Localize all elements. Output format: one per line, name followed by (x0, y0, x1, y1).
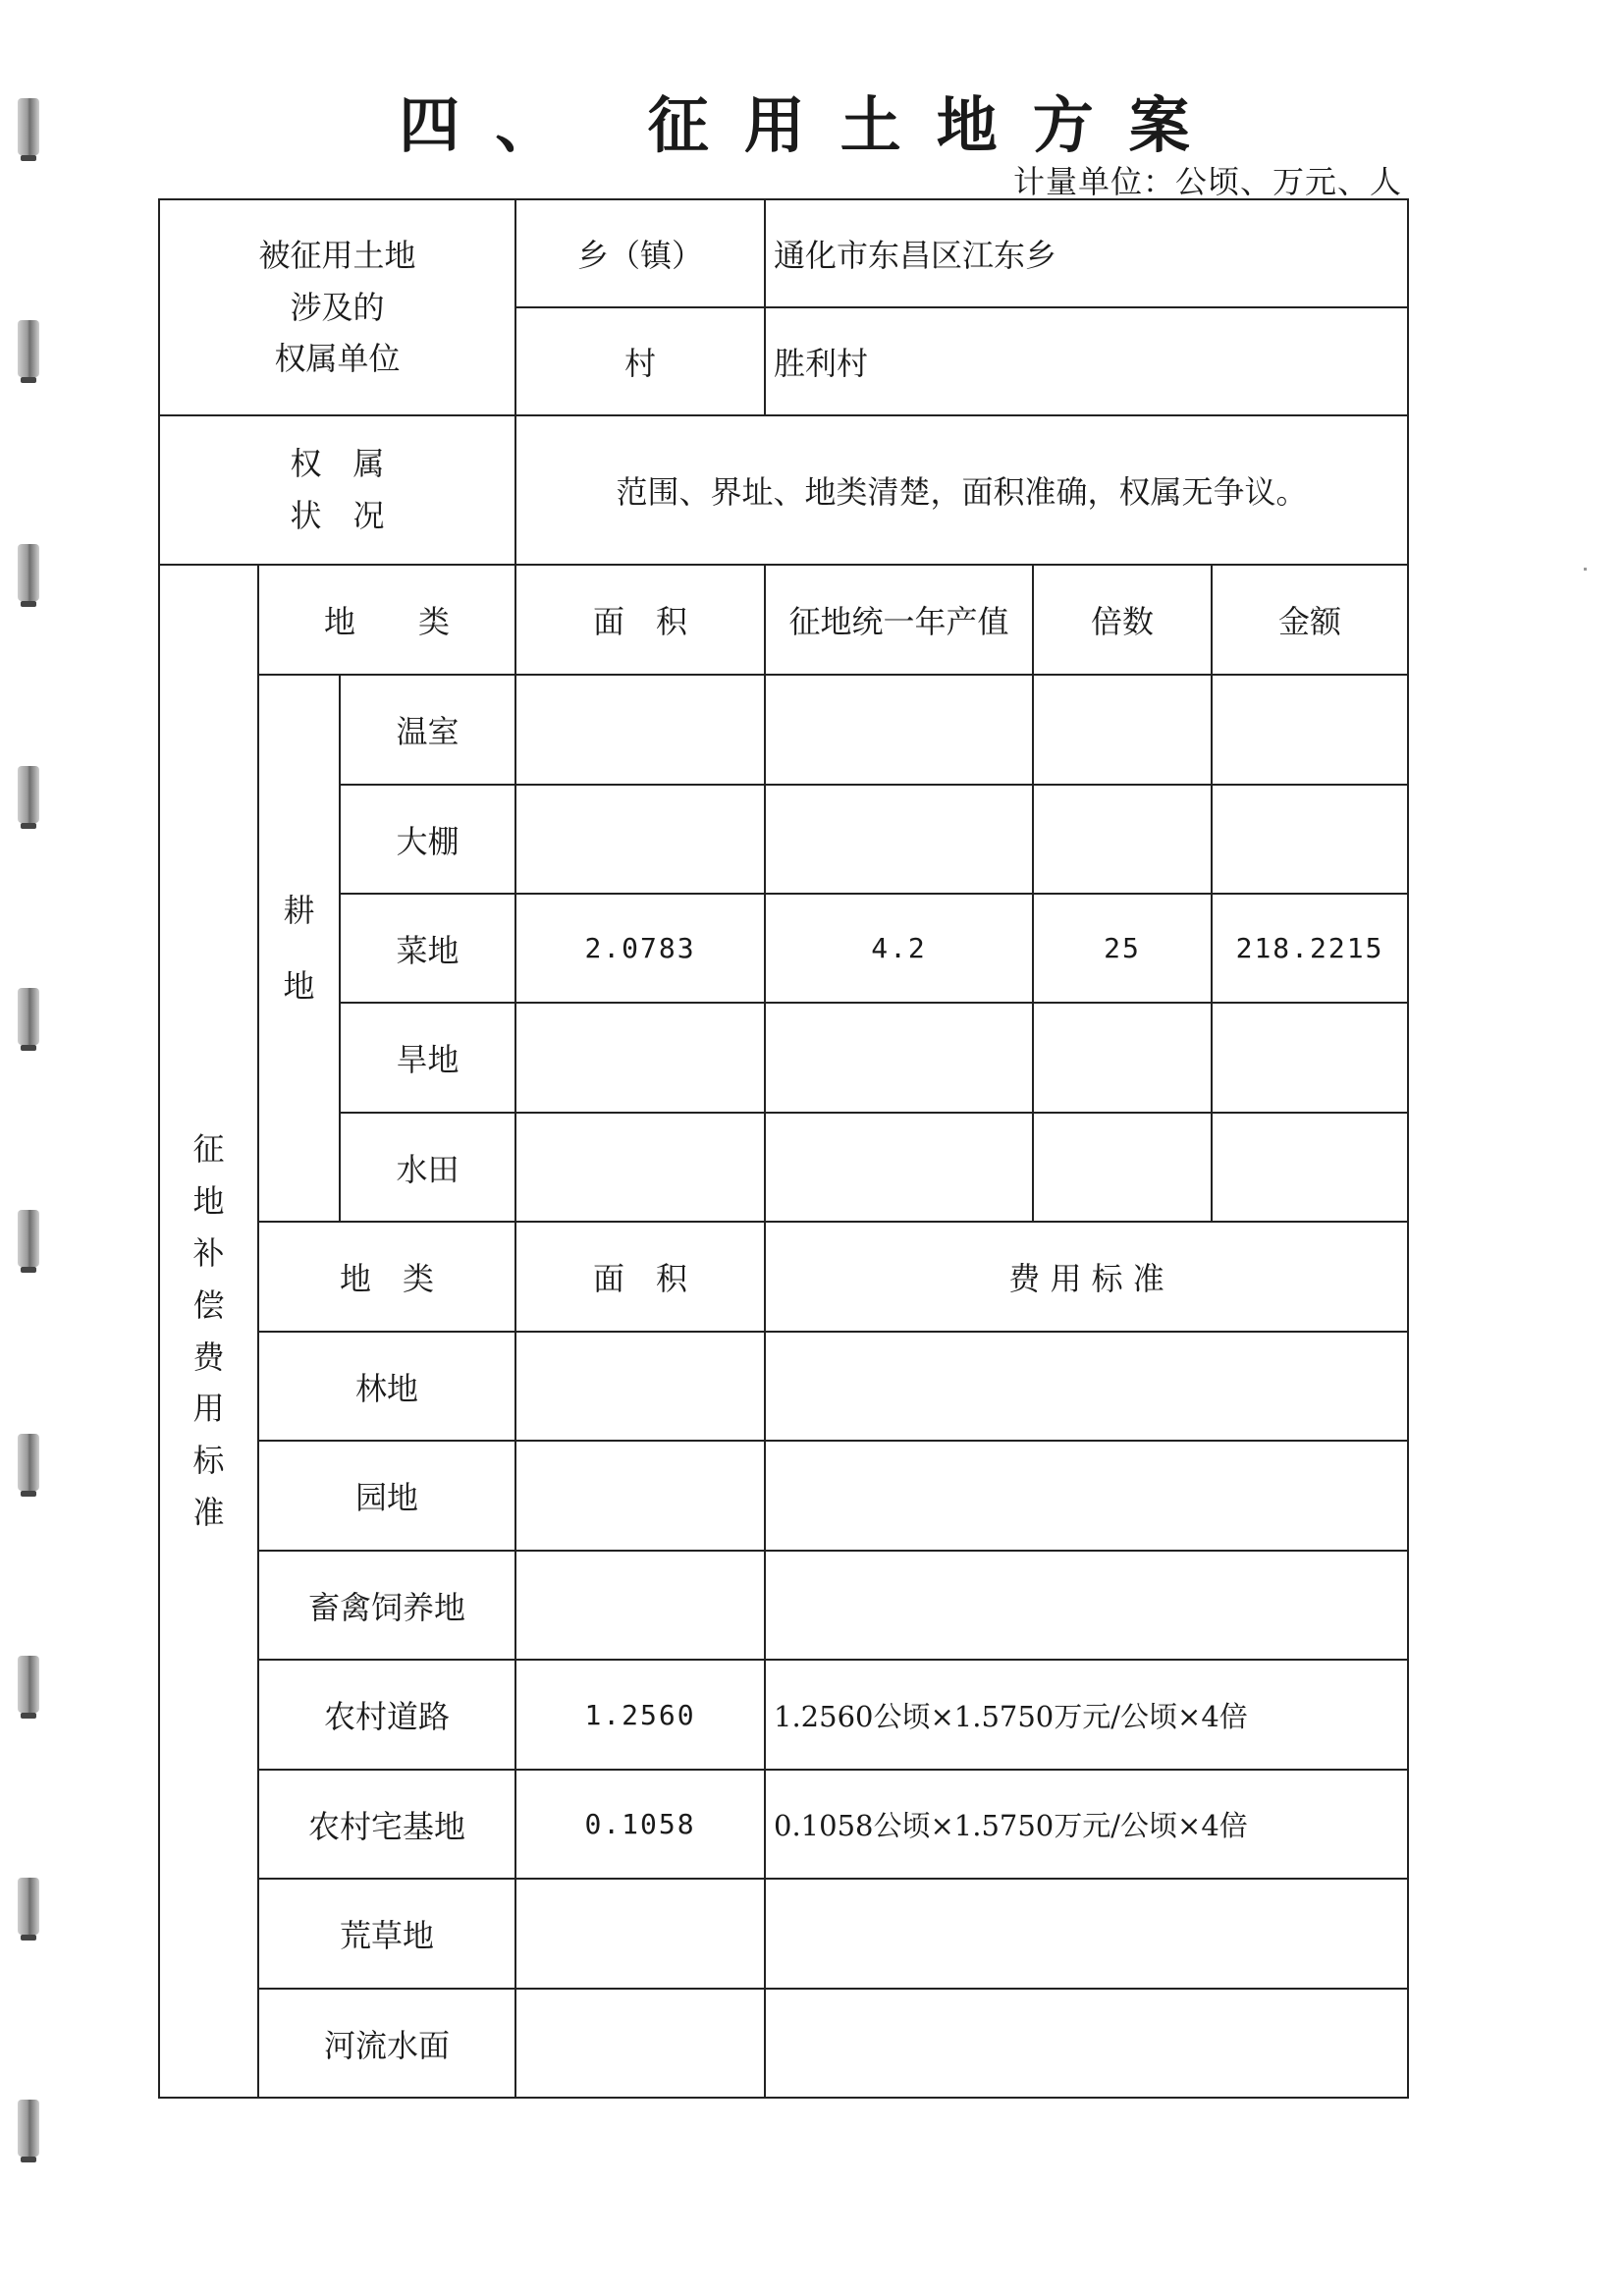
table-row (159, 1879, 1408, 1989)
status-value: 范围、界址、地类清楚，面积准确，权属无争议。 (515, 415, 1408, 565)
land-type-cell: 旱地 (340, 1003, 515, 1113)
area-cell (515, 1441, 765, 1551)
binder-hole (18, 1210, 39, 1267)
area-cell (515, 785, 765, 894)
table-row (159, 1660, 1408, 1770)
land-requisition-table (158, 198, 1409, 2099)
header2-land-type: 地 类 (258, 1222, 515, 1332)
village-label: 村 (515, 307, 765, 415)
binder-hole (18, 1434, 39, 1491)
output-cell (765, 785, 1033, 894)
binder-hole (18, 988, 39, 1045)
unit-note: 计量单位：公顷、万元、人 (1012, 163, 1402, 200)
binder-hole (18, 766, 39, 823)
land-type-cell: 大棚 (340, 785, 515, 894)
multiple-cell (1033, 675, 1212, 785)
land-type-cell: 河流水面 (258, 1989, 515, 2098)
binder-hole (18, 1878, 39, 1935)
fee-standard-cell (765, 1551, 1408, 1660)
area-cell: 0.1058 (515, 1770, 765, 1879)
area-cell (515, 1113, 765, 1222)
land-type-cell: 温室 (340, 675, 515, 785)
land-type-cell: 畜禽饲养地 (258, 1551, 515, 1660)
land-type-cell: 林地 (258, 1332, 515, 1441)
table-row (159, 1551, 1408, 1660)
table-row (159, 1770, 1408, 1879)
cultivated-label: 耕 地 (258, 675, 340, 1222)
land-type-cell: 农村宅基地 (258, 1770, 515, 1879)
status-label: 权 属 状 况 (159, 415, 515, 565)
multiple-cell (1033, 1003, 1212, 1113)
multiple-cell (1033, 1113, 1212, 1222)
fee-standard-cell (765, 1879, 1408, 1989)
area-cell (515, 675, 765, 785)
land-type-cell: 荒草地 (258, 1879, 515, 1989)
area-cell: 2.0783 (515, 894, 765, 1003)
table-row (159, 1989, 1408, 2098)
compensation-section-label: 征 地 补 偿 费 用 标 准 (159, 565, 258, 2098)
table-row (159, 1003, 1408, 1113)
area-cell (515, 1989, 765, 2098)
fee-standard-cell: 1.2560公顷×1.5750万元/公顷×4倍 (765, 1660, 1408, 1770)
scan-speck (1584, 568, 1587, 571)
amount-cell (1212, 1003, 1408, 1113)
binder-hole (18, 2100, 39, 2157)
fee-standard-cell (765, 1989, 1408, 2098)
output-cell (765, 1003, 1033, 1113)
table-row (159, 894, 1408, 1003)
header-multiple: 倍数 (1033, 565, 1212, 675)
header-amount: 金额 (1212, 565, 1408, 675)
binder-hole (18, 320, 39, 377)
land-type-cell: 菜地 (340, 894, 515, 1003)
amount-cell: 218.2215 (1212, 894, 1408, 1003)
fee-standard-cell (765, 1441, 1408, 1551)
land-type-cell: 农村道路 (258, 1660, 515, 1770)
area-cell (515, 1003, 765, 1113)
amount-cell (1212, 785, 1408, 894)
output-cell (765, 1113, 1033, 1222)
header2-area: 面 积 (515, 1222, 765, 1332)
land-type-cell: 水田 (340, 1113, 515, 1222)
binder-hole (18, 1656, 39, 1713)
land-type-cell: 园地 (258, 1441, 515, 1551)
header-annual-output: 征地统一年产值 (765, 565, 1033, 675)
header2-fee-standard: 费 用 标 准 (765, 1222, 1408, 1332)
amount-cell (1212, 675, 1408, 785)
owner-label: 被征用土地 涉及的 权属单位 (159, 199, 515, 415)
table-row (159, 1113, 1408, 1222)
header-area: 面 积 (515, 565, 765, 675)
township-value: 通化市东昌区江东乡 (765, 199, 1408, 307)
township-label: 乡（镇） (515, 199, 765, 307)
table-row (159, 1332, 1408, 1441)
area-cell: 1.2560 (515, 1660, 765, 1770)
village-value: 胜利村 (765, 307, 1408, 415)
area-cell (515, 1332, 765, 1441)
output-cell: 4.2 (765, 894, 1033, 1003)
page-title: 四、 征用土地方案 (399, 89, 1225, 161)
table-row (159, 785, 1408, 894)
output-cell (765, 675, 1033, 785)
multiple-cell: 25 (1033, 894, 1212, 1003)
fee-standard-cell: 0.1058公顷×1.5750万元/公顷×4倍 (765, 1770, 1408, 1879)
fee-standard-cell (765, 1332, 1408, 1441)
multiple-cell (1033, 785, 1212, 894)
amount-cell (1212, 1113, 1408, 1222)
table-row (159, 675, 1408, 785)
header-land-type: 地 类 (258, 565, 515, 675)
table-row (159, 1441, 1408, 1551)
binder-hole (18, 544, 39, 601)
area-cell (515, 1551, 765, 1660)
area-cell (515, 1879, 765, 1989)
